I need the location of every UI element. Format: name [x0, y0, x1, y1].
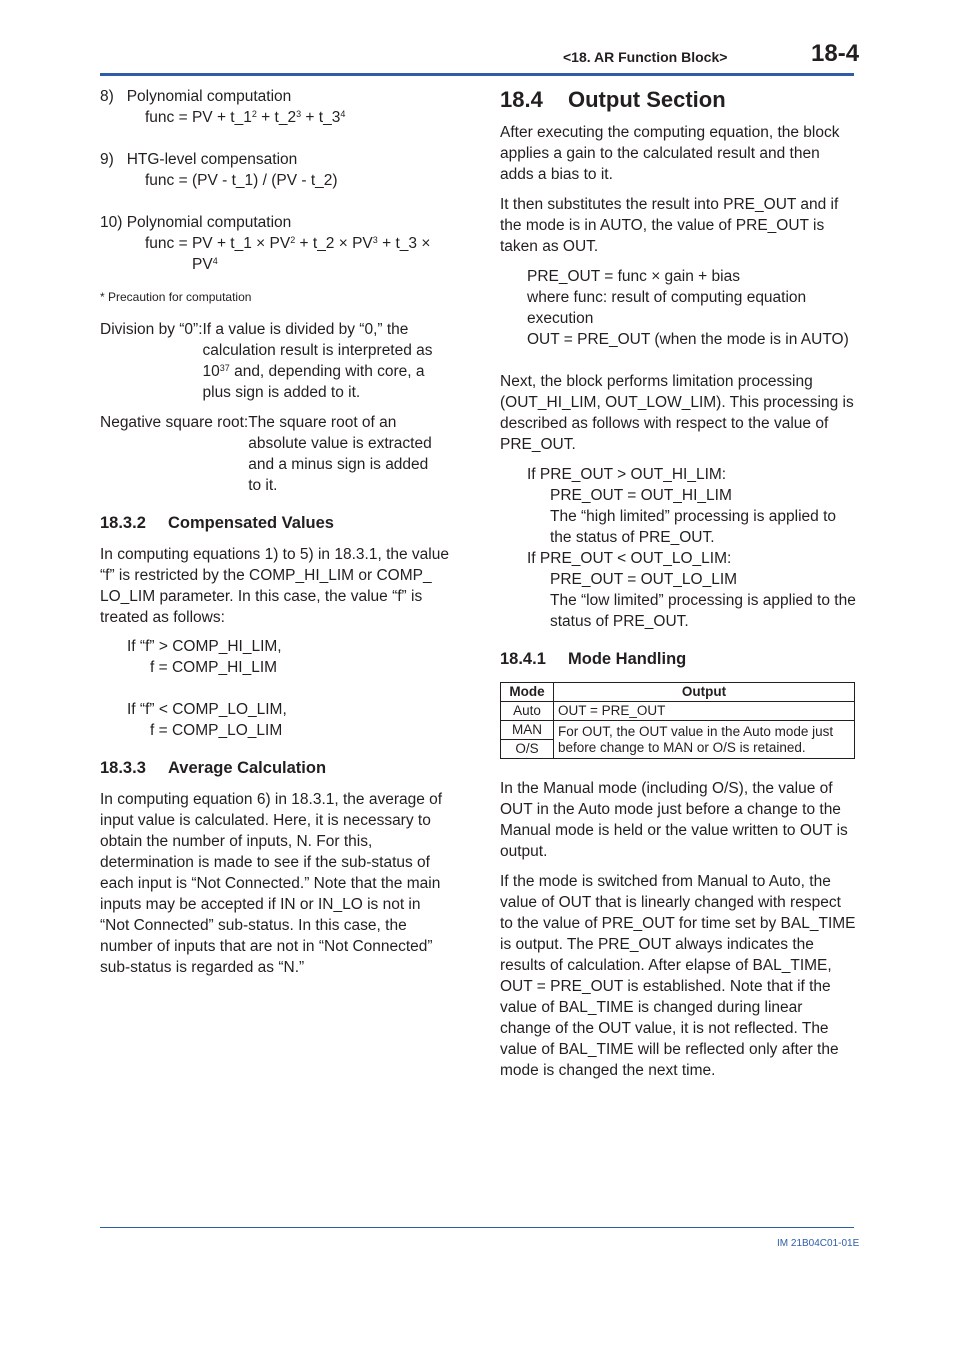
table-cell-mode: Auto: [501, 702, 554, 721]
output-para-3: Next, the block performs limitation processing (OUT_HI_LIM, OUT_LOW_LIM). This processing is described as follows with respect to the value of PRE_OUT.: [500, 373, 854, 453]
negative-square-root-text: The square root of an absolute value is extracted and a minus sign is added to it.: [248, 414, 432, 494]
output-para-4: In the Manual mode (including O/S), the value of OUT in the Auto mode just before a change to the Manual mode is held or the value written to OUT is output.: [500, 780, 848, 860]
section-18-4-heading: 18.4 Output Section: [500, 87, 726, 112]
section-18-4-1-heading: 18.4.1 Mode Handling: [500, 650, 687, 668]
precaution-note: * Precaution for computation: [100, 290, 252, 304]
table-cell-mode: MAN: [501, 721, 554, 740]
output-para-5: If the mode is switched from Manual to Auto, the value of OUT that is linearly changed with respect to the value of PRE_OUT for time set by BAL_TIME is output. The PRE_OUT always indicates the results of calculation. After elapse of BAL_TIME, OUT = PRE_OUT is established. Note that if the value of BAL_TIME is changed during linear change of the OUT value, it is not reflected. The value of BAL_TIME will be reflected only after the mode is changed the next time.: [500, 873, 856, 1079]
division-by-zero: [100, 319, 452, 403]
item-10-formula: func = PV + t_1 × $PV^2$ + t_2 × $PV^3$ + t_3 ×: [145, 235, 431, 252]
negative-square-root: [100, 412, 452, 496]
output-para-1: After executing the computing equation, the block applies a gain to the calculated result and then adds a bias to it.: [500, 124, 840, 183]
if-lo-equation: PRE_OUT = OUT_LO_LIM: [550, 571, 738, 588]
negative-square-root-label: Negative square root:: [100, 414, 249, 431]
division-by-zero-text: If a value is divided by “0,” the calculation result is interpreted as $10^{37}$ and, depending with core, a plus sign is added to it.: [202, 321, 433, 401]
condition-lo-result: f = COMP_LO_LIM: [150, 722, 283, 739]
mode-table: [500, 682, 855, 759]
page-number: 18-4: [811, 40, 860, 67]
division-by-zero-label: Division by “0”:: [100, 321, 203, 338]
item-9-formula: func = (PV - t_1) / (PV - t_2): [145, 172, 338, 189]
section-18-3-3-paragraph: In computing equation 6) in 18.3.1, the average of input value is calculated. Here, it is necessary to obtain the number of inputs, N. For this, determination is made to see if the sub-status of each input is “Not Connected.” Note that the main inputs may be accepted if IN or IN_LO is not in “Not Connected” sub-status. In this case, the number of inputs that are not in “Not Connected” sub-status is regarded as “N.”: [100, 791, 443, 976]
section-18-3-2-paragraph: In computing equations 1) to 5) in 18.3.1, the value “f” is restricted by the COMP_HI_LIM or COMP_ LO_LIM parameter. In this case, the value “f” is treated as follows:: [100, 546, 449, 626]
footer-rule: [100, 1227, 854, 1228]
section-18-3-2-heading: 18.3.2 Compensated Values: [100, 514, 334, 532]
item-8-formula: func = PV + $t\_1^2$ + $t\_2^3$ + $t\_3^4$: [145, 109, 346, 126]
table-header-output: Output: [554, 683, 855, 702]
if-hi-condition: If PRE_OUT > OUT_HI_LIM:: [527, 466, 727, 483]
equation-out: OUT = PRE_OUT (when the mode is in AUTO): [527, 331, 849, 348]
left-column: [100, 86, 452, 978]
table-cell-output: For OUT, the OUT value in the Auto mode just before change to MAN or O/S is retained.: [554, 721, 855, 759]
item-10-formula-cont: $PV^4$: [192, 256, 218, 273]
equation-pre-out: PRE_OUT = func × gain + bias: [527, 268, 740, 285]
section-18-3-3-heading: 18.3.3 Average Calculation: [100, 759, 327, 777]
table-cell-output: OUT = PRE_OUT: [554, 702, 855, 721]
item-9-label: 9) HTG-level compensation: [100, 151, 298, 168]
condition-hi: If “f” > COMP_HI_LIM,: [127, 638, 282, 655]
table-row: [501, 702, 855, 721]
right-column: [500, 86, 856, 1081]
condition-hi-result: f = COMP_HI_LIM: [150, 659, 278, 676]
table-header-row: [501, 683, 855, 702]
if-lo-condition: If PRE_OUT < OUT_LO_LIM:: [527, 550, 732, 567]
if-hi-equation: PRE_OUT = OUT_HI_LIM: [550, 487, 732, 504]
item-10-label: 10) Polynomial computation: [100, 214, 292, 231]
if-lo-description: The “low limited” processing is applied to the status of PRE_OUT.: [550, 592, 856, 630]
output-para-2: It then substitutes the result into PRE_OUT and if the mode is in AUTO, the value of PRE_OUT is taken as OUT.: [500, 196, 839, 255]
item-8-label: 8) Polynomial computation: [100, 88, 292, 105]
if-hi-description: The “high limited” processing is applied to the status of PRE_OUT.: [550, 508, 837, 546]
chapter-header: <18. AR Function Block>: [563, 49, 728, 65]
table-cell-mode: O/S: [501, 740, 554, 759]
table-header-mode: Mode: [501, 683, 554, 702]
table-row: [501, 721, 855, 740]
equation-where: where func: result of computing equation execution: [527, 289, 807, 327]
header-rule: [100, 73, 854, 76]
condition-lo: If “f” < COMP_LO_LIM,: [127, 701, 287, 718]
document-code: IM 21B04C01-01E: [777, 1238, 860, 1249]
